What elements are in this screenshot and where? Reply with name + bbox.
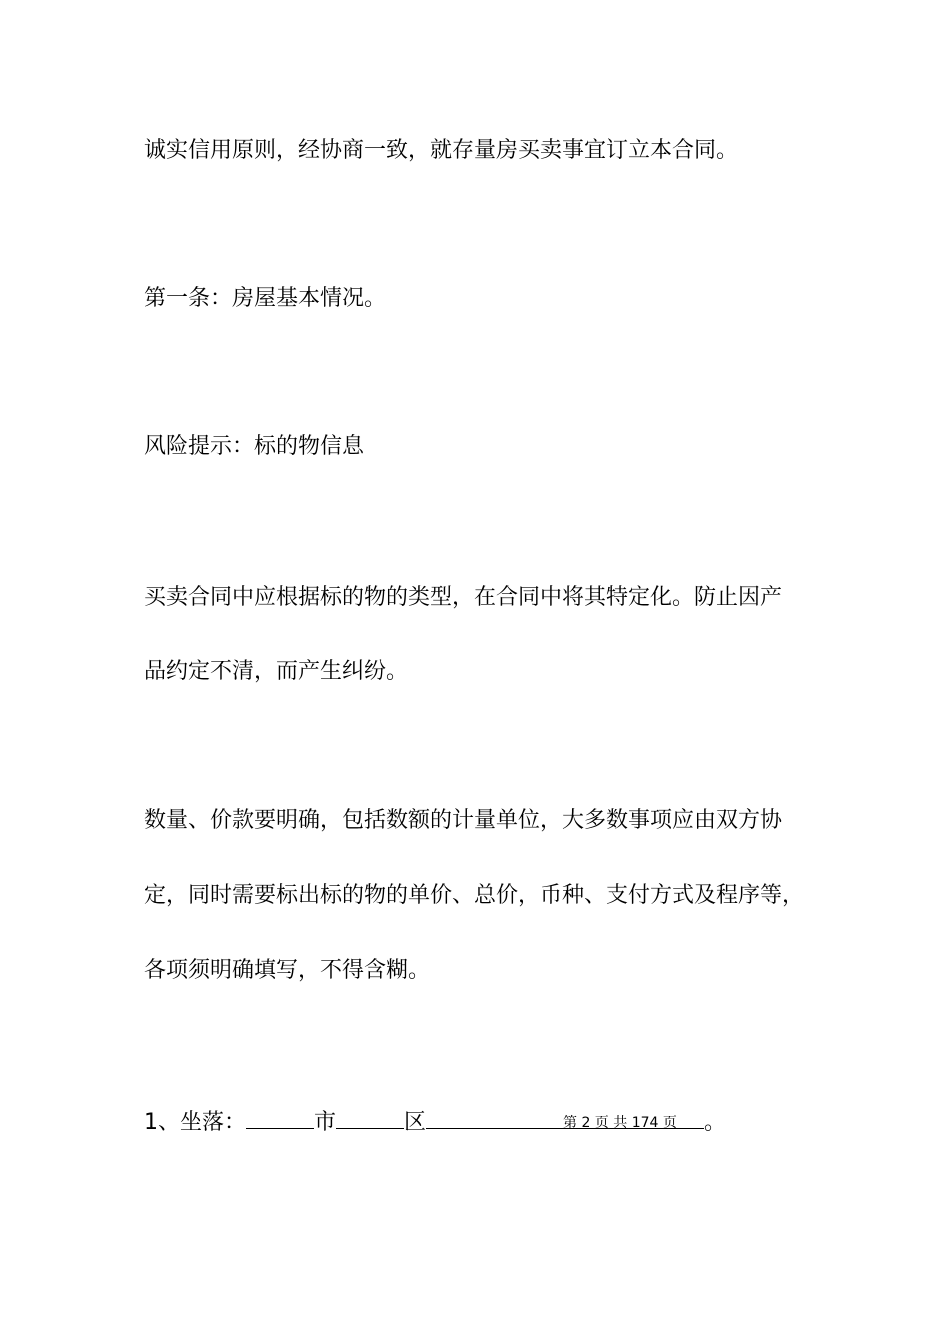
location-prefix: 1、坐落： bbox=[144, 1110, 246, 1135]
risk-tip-heading: 风险提示：标的物信息 bbox=[144, 434, 365, 459]
paragraph-line: 诚实信用原则，经协商一致，就存量房买卖事宜订立本合同。 bbox=[144, 138, 739, 163]
paragraph-line: 数量、价款要明确，包括数额的计量单位，大多数事项应由双方协 bbox=[144, 808, 783, 833]
article-heading: 第一条：房屋基本情况。 bbox=[144, 286, 387, 311]
paragraph-line: 买卖合同中应根据标的物的类型，在合同中将其特定化。防止因产 bbox=[144, 585, 783, 610]
location-suffix: 。 bbox=[704, 1110, 727, 1135]
paragraph-line: 定，同时需要标出标的物的单价、总价，币种、支付方式及程序等， bbox=[144, 883, 805, 908]
city-label: 市 bbox=[314, 1110, 337, 1135]
district-label: 区 bbox=[404, 1110, 427, 1135]
paragraph-line: 各项须明确填写，不得含糊。 bbox=[144, 958, 431, 983]
page-number-footer: 第 2 页 共 174 页 bbox=[563, 1115, 677, 1131]
city-blank[interactable] bbox=[246, 1106, 314, 1129]
district-blank[interactable] bbox=[336, 1106, 404, 1129]
paragraph-line: 品约定不清，而产生纠纷。 bbox=[144, 659, 409, 684]
